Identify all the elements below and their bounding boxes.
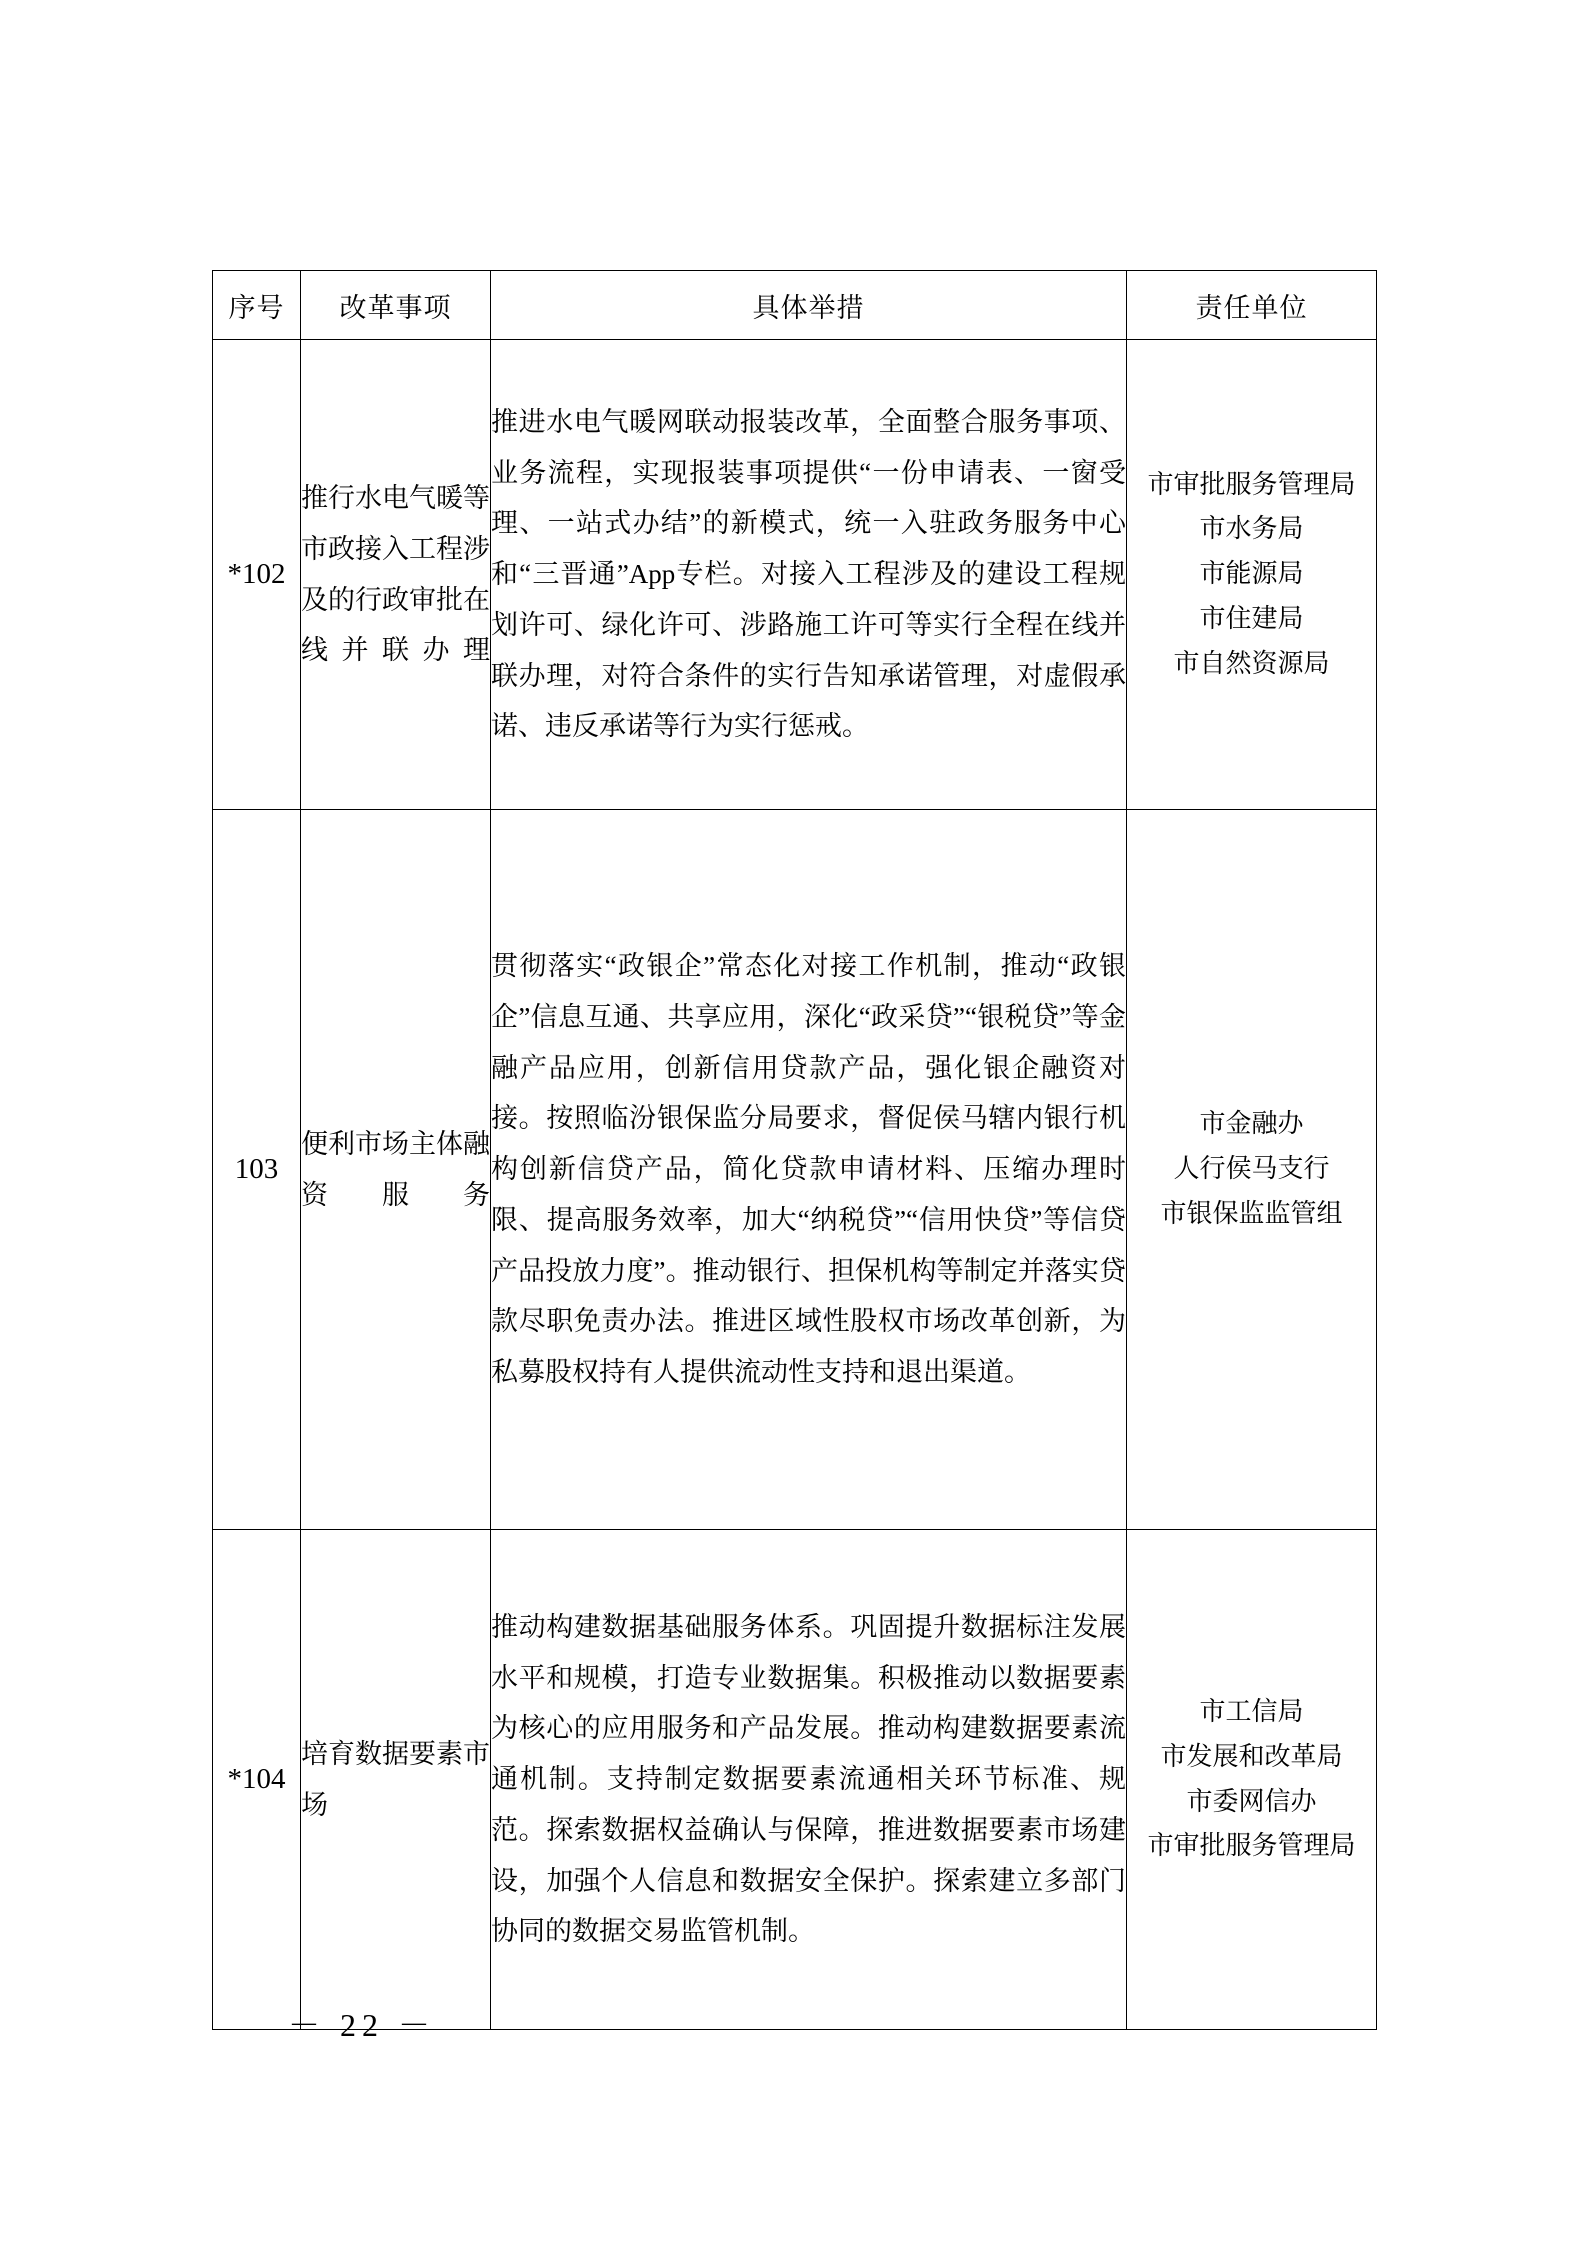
reform-measures-table <box>212 270 1377 2030</box>
responsible-unit-line: 市自然资源局 <box>1173 648 1330 678</box>
table-row <box>213 340 1377 810</box>
responsible-unit-line: 市委网信办 <box>1186 1786 1317 1816</box>
responsible-unit-line: 市银保监监管组 <box>1160 1198 1343 1228</box>
table-row <box>213 810 1377 1530</box>
row-responsible-unit <box>1127 340 1377 810</box>
row-no: *102 <box>213 340 301 810</box>
row-no: *104 <box>213 1530 301 2030</box>
row-specific-measures: 贯彻落实“政银企”常态化对接工作机制，推动“政银企”信息互通、共享应用，深化“政采贷”“银税贷”等金融产品应用，创新信用贷款产品，强化银企融资对接。按照临汾银保监分局要求，督促侯马辖内银行机构创新信贷产品，简化贷款申请材料、压缩办理时限、提高服务效率，加大“纳税贷”“信用快贷”等信贷产品投放力度”。推动银行、担保机构等制定并落实贷款尽职免责办法。推进区域性股权市场改革创新，为私募股权持有人提供流动性支持和退出渠道。 <box>491 810 1127 1530</box>
responsible-unit-line: 市审批服务管理局 <box>1147 469 1356 499</box>
responsible-unit-line: 市审批服务管理局 <box>1147 1831 1356 1861</box>
row-reform-item: 培育数据要素市场 <box>301 1530 491 2030</box>
responsible-unit-line: 市能源局 <box>1199 559 1304 589</box>
column-header-responsible-unit: 责任单位 <box>1127 271 1377 340</box>
table-body <box>213 340 1377 2030</box>
row-no: 103 <box>213 810 301 1530</box>
responsible-unit-line: 市金融办 <box>1199 1109 1304 1139</box>
column-header-reform-item: 改革事项 <box>301 271 491 340</box>
row-responsible-unit <box>1127 810 1377 1530</box>
table-header <box>213 271 1377 340</box>
row-responsible-unit <box>1127 1530 1377 2030</box>
table-header-row <box>213 271 1377 340</box>
responsible-unit-line: 市水务局 <box>1199 514 1304 544</box>
responsible-unit-line: 人行侯马支行 <box>1173 1154 1330 1184</box>
row-specific-measures: 推动构建数据基础服务体系。巩固提升数据标注发展水平和规模，打造专业数据集。积极推动以数据要素为核心的应用服务和产品发展。推动构建数据要素流通机制。支持制定数据要素流通相关环节标准、规范。探索数据权益确认与保障，推进数据要素市场建设，加强个人信息和数据安全保护。探索建立多部门协同的数据交易监管机制。 <box>491 1530 1127 2030</box>
column-header-no: 序号 <box>213 271 301 340</box>
row-reform-item: 推行水电气暖等市政接入工程涉及的行政审批在线并联办理 <box>301 340 491 810</box>
responsible-unit-line: 市发展和改革局 <box>1160 1741 1343 1771</box>
responsible-unit-line: 市住建局 <box>1199 603 1304 633</box>
row-reform-item: 便利市场主体融资服务 <box>301 810 491 1530</box>
column-header-specific-measures: 具体举措 <box>491 271 1127 340</box>
row-specific-measures: 推进水电气暖网联动报装改革，全面整合服务事项、业务流程，实现报装事项提供“一份申请表、一窗受理、一站式办结”的新模式，统一入驻政务服务中心和“三晋通”App专栏。对接入工程涉及的建设工程规划许可、绿化许可、涉路施工许可等实行全程在线并联办理，对符合条件的实行告知承诺管理，对虚假承诺、违反承诺等行为实行惩戒。 <box>491 340 1127 810</box>
page-number: － 22 － <box>287 2007 436 2043</box>
reform-measures-table-container <box>212 270 1376 2030</box>
responsible-unit-line: 市工信局 <box>1199 1697 1304 1727</box>
table-row <box>213 1530 1377 2030</box>
